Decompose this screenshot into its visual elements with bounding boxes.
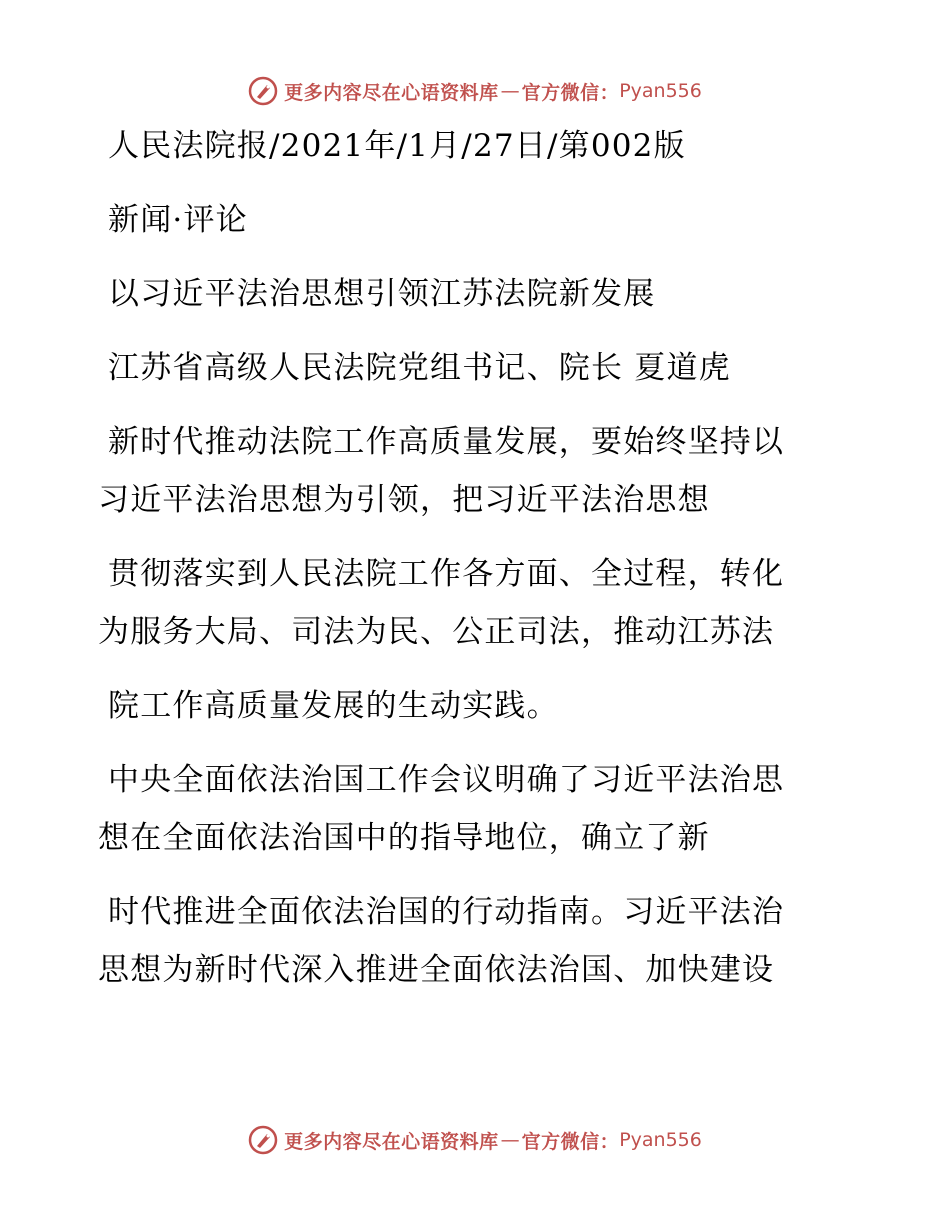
body-line: 新时代推动法院工作高质量发展，要始终坚持以 — [108, 424, 785, 460]
watermark-header — [0, 71, 950, 111]
watermark-separator: — — [500, 80, 520, 102]
body-line: 贯彻落实到人民法院工作各方面、全过程，转化 — [108, 556, 785, 592]
source-line: 人民法院报/2021年/1月/27日/第002版 — [108, 128, 686, 164]
body-line: 想在全面依法治国中的指导地位，确立了新 — [98, 820, 710, 856]
body-line: 习近平法治思想为引领，把习近平法治思想 — [98, 482, 710, 518]
body-line: 思想为新时代深入推进全面依法治国、加快建设 — [98, 952, 775, 988]
body-line: 时代推进全面依法治国的行动指南。习近平法治 — [108, 894, 785, 930]
watermark-separator: — — [500, 1129, 520, 1151]
body-line: 为服务大局、司法为民、公正司法，推动江苏法 — [98, 614, 775, 650]
watermark-account: Pyan556 — [619, 80, 702, 102]
pen-nib-circle-icon — [248, 76, 278, 106]
body-line: 院工作高质量发展的生动实践。 — [108, 688, 559, 724]
watermark-text: 更多内容尽在心语资料库 — [284, 1130, 499, 1153]
article-author: 江苏省高级人民法院党组书记、院长 夏道虎 — [108, 350, 731, 386]
body-line: 中央全面依法治国工作会议明确了习近平法治思 — [108, 762, 785, 798]
pen-nib-circle-icon — [248, 1125, 278, 1155]
article-title: 以习近平法治思想引领江苏法院新发展 — [108, 276, 656, 312]
watermark-footer — [0, 1120, 950, 1160]
watermark-channel: 官方微信： — [521, 81, 620, 104]
watermark-text: 更多内容尽在心语资料库 — [284, 81, 499, 104]
watermark-channel: 官方微信： — [521, 1130, 620, 1153]
section-label: 新闻·评论 — [108, 202, 248, 238]
watermark-account: Pyan556 — [619, 1129, 702, 1151]
